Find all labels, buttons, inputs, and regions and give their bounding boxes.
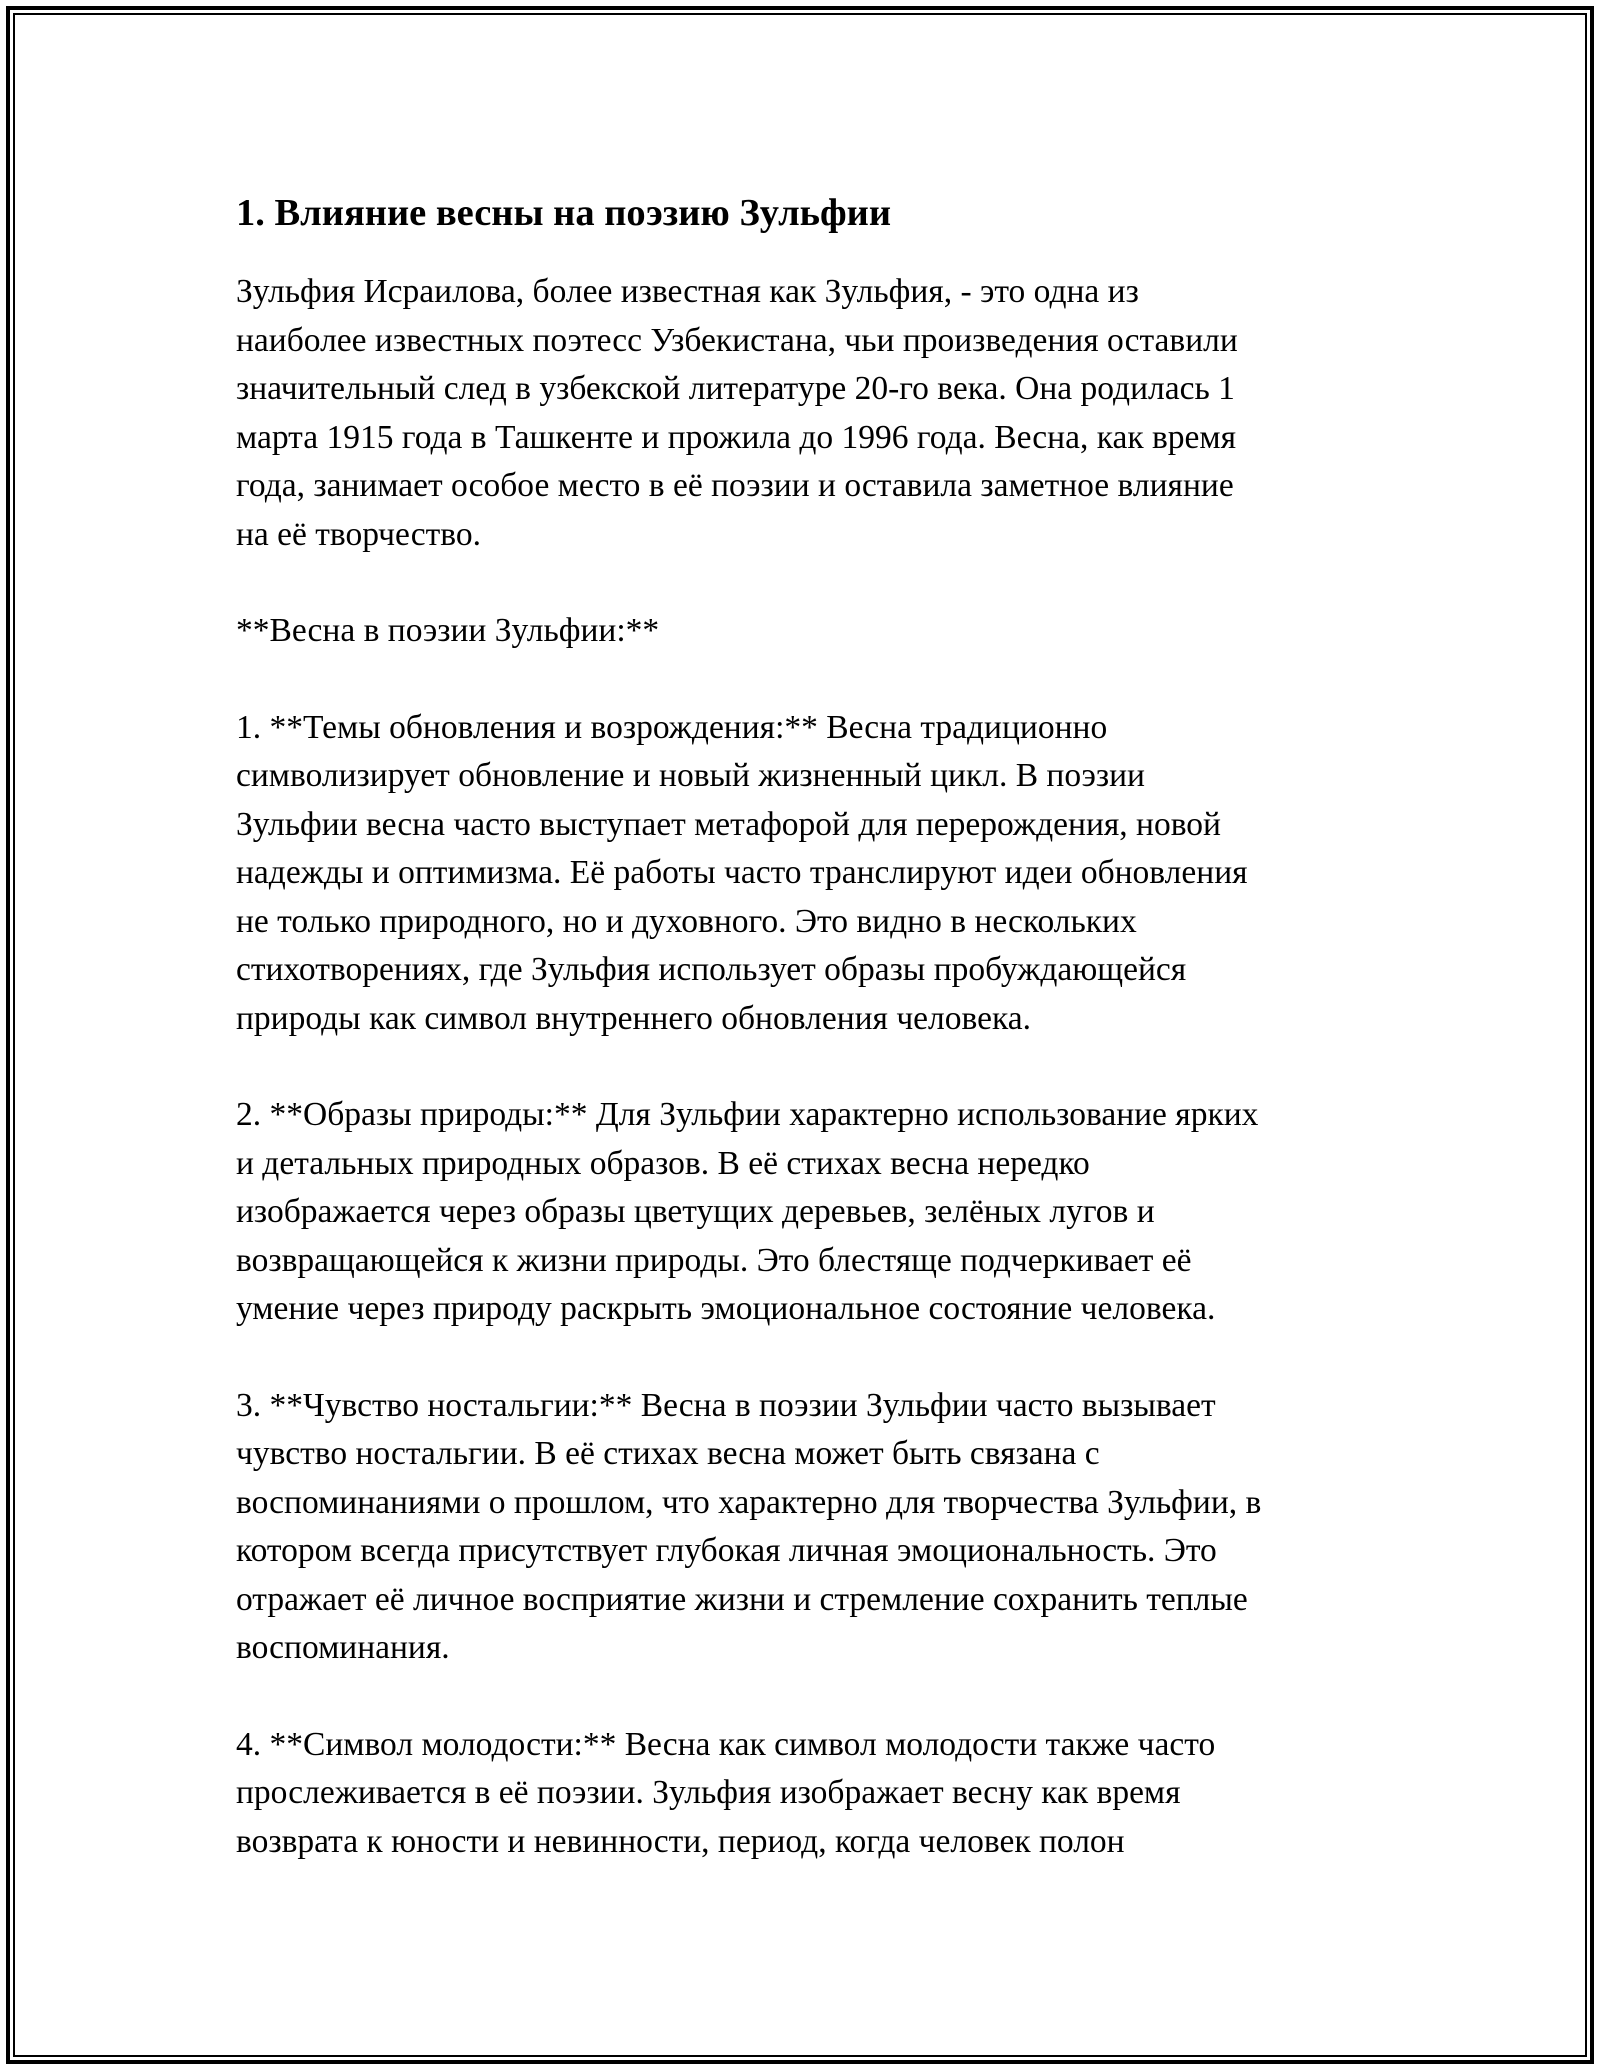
list-item-nature: 2. **Образы природы:** Для Зульфии характерно использование ярких и детальных природных образов. В её стихах весна нередко изображается через образы цветущих деревьев, зелёных лугов и возвращающейся к жизни природы. Это блестяще подчеркивает её умение через природу раскрыть эмоциональное состояние человека. [236, 1096, 1259, 1327]
document-body [236, 186, 1376, 1914]
list-item-renewal: 1. **Темы обновления и возрождения:** Весна традиционно символизирует обновление и новый жизненный цикл. В поэзии Зульфии весна часто выступает метафорой для перерождения, новой надежды и оптимизма. Её работы часто транслируют идеи обновления не только природного, но и духовного. Это видно в нескольких стихотворениях, где Зульфия использует образы пробуждающейся природы как символ внутреннего обновления человека. [236, 708, 1248, 1037]
subheading-paragraph: **Весна в поэзии Зульфии:** [236, 612, 660, 649]
list-item-nostalgia: 3. **Чувство ностальгии:** Весна в поэзии Зульфии часто вызывает чувство ностальгии. В её стихах весна может быть связана с воспоминаниями о прошлом, что характерно для творчества Зульфии, в котором всегда присутствует глубокая личная эмоциональность. Это отражает её личное восприятие жизни и стремление сохранить теплые воспоминания. [236, 1386, 1262, 1666]
section-heading: 1. Влияние весны на поэзию Зульфии [236, 192, 892, 234]
list-item-youth: 4. **Символ молодости:** Весна как символ молодости также часто прослеживается в её поэзии. Зульфия изображает весну как время возврата к юности и невинности, период, когда человек полон [236, 1725, 1216, 1860]
intro-paragraph: Зульфия Исраилова, более известная как Зульфия, - это одна из наиболее известных поэтесс Узбекистана, чьи произведения оставили значительный след в узбекской литературе 20-го века. Она родилась 1 марта 1915 года в Ташкенте и прожила до 1996 года. Весна, как время года, занимает особое место в её поэзии и оставила заметное влияние на её творчество. [236, 273, 1238, 553]
